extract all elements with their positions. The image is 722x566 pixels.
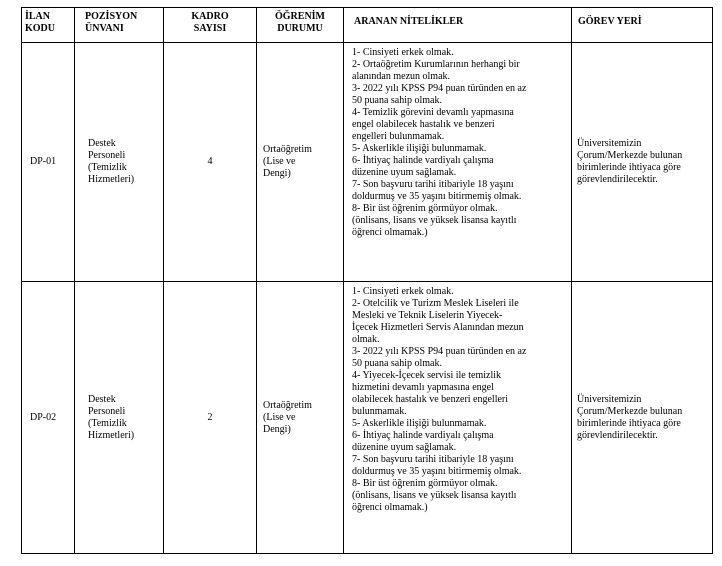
ogrenim-durumu-cell: Ortaöğretim (Lise ve Dengi) xyxy=(257,43,344,282)
job-listing-table xyxy=(21,7,713,554)
table-row xyxy=(22,282,713,554)
ilan-kodu-cell: DP-01 xyxy=(22,43,75,282)
gorev-yeri-cell: Üniversitemizin Çorum/Merkezde bulunan birimlerinde ihtiyaca göre görevlendirilecektir. xyxy=(572,282,713,554)
aranan-nitelikler-cell: 1- Cinsiyeti erkek olmak. 2- Ortaöğretim Kurumlarının herhangi bir alanından mezun olmak. 3- 2022 yılı KPSS P94 puan türünden en az 50 puana sahip olmak. 4- Temizlik görevini devamlı yapmasına engel olabilecek hastalık ve benzeri engelleri bulunmamak. 5- Askerlikle ilişiği bulunmamak. 6- İhtiyaç halinde vardiyalı çalışma düzenine uyum sağlamak. 7- Son başvuru tarihi itibariyle 18 yaşını doldurmuş ve 35 yaşını bitirmemiş olmak. 8- Bir üst öğrenim görmüyor olmak. (önlisans, lisans ve yüksek lisansa kayıtlı öğrenci olmamak.) xyxy=(344,43,572,282)
table-header-row xyxy=(22,8,713,43)
ilan-kodu-cell: DP-02 xyxy=(22,282,75,554)
table-row xyxy=(22,43,713,282)
header-ogrenim: ÖĞRENİM DURUMU xyxy=(257,8,344,43)
ogrenim-durumu-cell: Ortaöğretim (Lise ve Dengi) xyxy=(257,282,344,554)
header-ilan-kodu: İLAN KODU xyxy=(22,8,75,43)
header-pozisyon: POZİSYON ÜNVANI xyxy=(75,8,164,43)
pozisyon-cell: Destek Personeli (Temizlik Hizmetleri) xyxy=(75,282,164,554)
header-kadro: KADRO SAYISI xyxy=(164,8,257,43)
header-gorev-yeri: GÖREV YERİ xyxy=(572,8,713,43)
aranan-nitelikler-cell: 1- Cinsiyeti erkek olmak. 2- Otelcilik ve Turizm Meslek Liseleri ile Mesleki ve Teknik Liselerin Yiyecek- İçecek Hizmetleri Servis Alanından mezun olmak. 3- 2022 yılı KPSS P94 puan türünden en az 50 puana sahip olmak. 4- Yiyecek-İçecek servisi ile temizlik hizmetini devamlı yapmasına engel olabilecek hastalık ve benzeri engelleri bulunmamak. 5- Askerlikle ilişiği bulunmamak. 6- İhtiyaç halinde vardiyalı çalışma düzenine uyum sağlamak. 7- Son başvuru tarihi itibariyle 18 yaşını doldurmuş ve 35 yaşını bitirmemiş olmak. 8- Bir üst öğrenim görmüyor olmak. (önlisans, lisans ve yüksek lisansa kayıtlı öğrenci olmamak.) xyxy=(344,282,572,554)
gorev-yeri-cell: Üniversitemizin Çorum/Merkezde bulunan birimlerinde ihtiyaca göre görevlendirilecektir. xyxy=(572,43,713,282)
pozisyon-cell: Destek Personeli (Temizlik Hizmetleri) xyxy=(75,43,164,282)
kadro-sayisi-cell: 2 xyxy=(164,282,257,554)
kadro-sayisi-cell: 4 xyxy=(164,43,257,282)
header-nitelikler: ARANAN NİTELİKLER xyxy=(344,8,572,43)
